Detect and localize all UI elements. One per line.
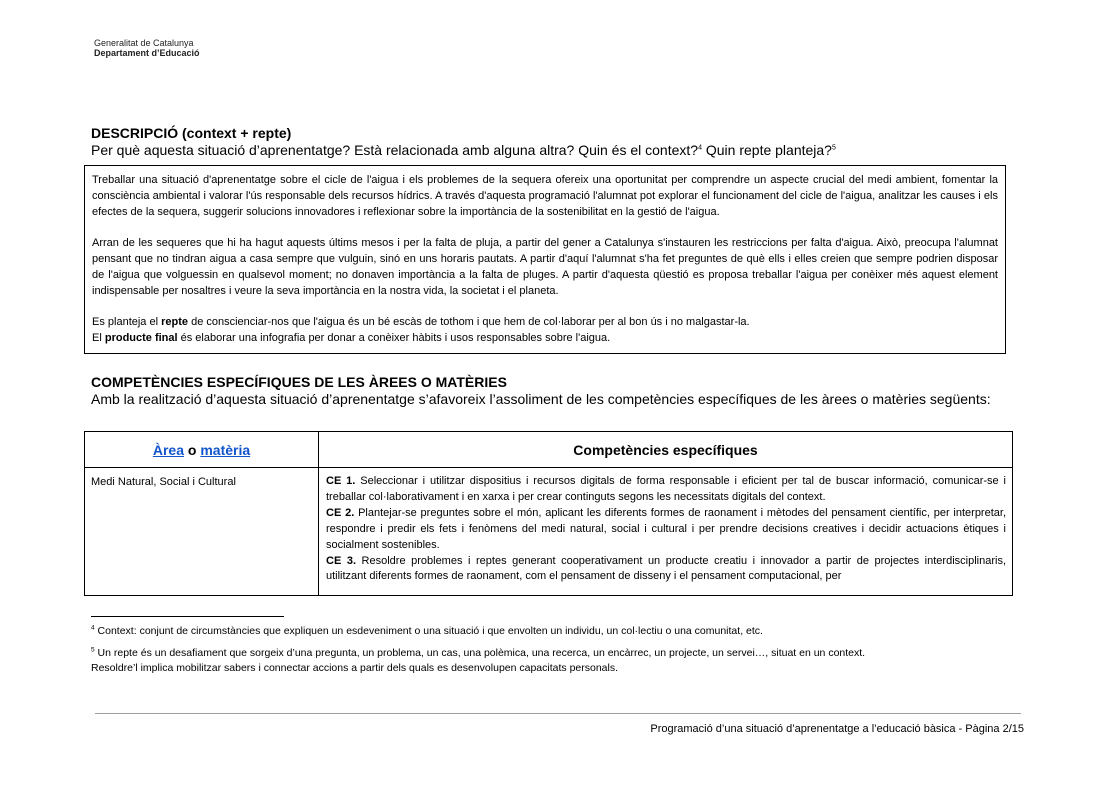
repte-bold: repte xyxy=(161,316,189,329)
footnote-text: Un repte és un desafiament que sorgeix d’una pregunta, un problema, un cas, una polèmica, una recerca, un encàrrec, un projecte, un servei…, situat en un context. xyxy=(94,647,866,659)
header-org: Generalitat de Catalunya xyxy=(94,38,194,48)
ce-label: CE 2. xyxy=(326,506,355,519)
footnote-number: 4 xyxy=(91,624,95,632)
competencies-subtitle: Amb la realització d’aquesta situació d’aprenentatge s’afavoreix l’assoliment de les competències específiques de les àrees o matèries següents: xyxy=(91,391,991,407)
area-or: o xyxy=(183,441,201,458)
descripcio-paragraph-1: Treballar una situació d'aprenentatge sobre el cicle de l'aigua i els problemes de la sequera ofereix una oportunitat per comprendre un aspecte crucial del medi ambient, fomentar la consciència ambiental i valorar l'ús responsable dels recursos hídrics. A través d'aquesta programació l'alumnat pot explorar el funcionament del cicle de l'aigua, analitzar les causes i els efectes de la sequera, suggerir solucions innovadores i reflexionar sobre la importància de la sostenibilitat en la gestió de l'aigua. xyxy=(92,174,998,218)
ce-item-2 xyxy=(326,506,1006,554)
ce-item-1 xyxy=(326,474,1006,506)
ce-label: CE 1. xyxy=(326,475,356,487)
footnote-ref-4[interactable]: 4 xyxy=(698,144,702,152)
repte-pre: Es planteja el xyxy=(92,316,162,329)
ce-label: CE 3. xyxy=(326,554,356,567)
footnote-number: 5 xyxy=(91,646,95,654)
row-ce-list xyxy=(319,468,1013,596)
header-dept: Departament d’Educació xyxy=(94,48,200,58)
header-area xyxy=(85,432,319,468)
descripcio-title: DESCRIPCIÓ (context + repte) xyxy=(91,125,292,141)
footnote-ref-5[interactable]: 5 xyxy=(831,144,836,152)
descripcio-subtitle xyxy=(91,142,991,158)
descripcio-subtitle-b: Quin repte planteja? xyxy=(701,142,832,158)
producte-pre: El xyxy=(92,332,105,345)
table-row xyxy=(85,468,1013,596)
materia-link[interactable]: matèria xyxy=(200,441,251,458)
table-header-row xyxy=(85,432,1013,468)
footnote-5 xyxy=(91,646,991,676)
ce-text: Seleccionar i utilitzar dispositius i recursos digitals de forma responsable i eficient per tal de buscar informació, comunicar-se i treballar col·laborativament i en xarxa i per crear continguts segons les necessitats digitals del context. xyxy=(326,475,1006,503)
footnote-text-2: Resoldre’l implica mobilitzar sabers i connectar accions a partir dels quals es desenvolupen capacitats personals. xyxy=(91,662,619,674)
footer-divider xyxy=(95,713,1021,714)
repte-post: de conscienciar-nos que l'aigua és un bé escàs de tothom i que hem de col·laborar per al bon ús i no malgastar-la. xyxy=(188,316,750,329)
page-footer: Programació d’una situació d’aprenentatge a l’educació bàsica - Pàgina 2/15 xyxy=(650,723,1024,735)
producte-post: és elaborar una infografia per donar a conèixer hàbits i usos responsables sobre l'aigua. xyxy=(177,332,611,345)
ce-text: Resoldre problemes i reptes generant cooperativament un producte creatiu i innovador a partir de projectes interdisciplinaris, utilitzant diferents formes de raonament, com el pensament de disseny i el pensament computacional, per xyxy=(326,554,1006,583)
footnote-divider xyxy=(91,616,284,617)
page-header xyxy=(94,38,200,58)
descripcio-box xyxy=(84,165,1006,354)
ce-item-3 xyxy=(326,554,1006,586)
footnote-4 xyxy=(91,624,991,639)
row-area: Medi Natural, Social i Cultural xyxy=(85,468,319,596)
footnote-text: Context: conjunt de circumstàncies que expliquen un esdeveniment o una situació i que envolten un individu, un col·lectiu o una comunitat, etc. xyxy=(94,625,763,637)
descripcio-subtitle-a: Per què aquesta situació d’aprenentatge? Està relacionada amb alguna altra? Quin és el context? xyxy=(91,142,699,158)
area-link[interactable]: Àrea xyxy=(152,441,184,458)
competencies-title: COMPETÈNCIES ESPECÍFIQUES DE LES ÀREES O MATÈRIES xyxy=(91,374,507,390)
ce-text: Plantejar-se preguntes sobre el món, aplicant les diferents formes de raonament i mètodes del pensament científic, per interpretar, respondre i predir els fets i fenòmens del medi natural, social i cultural i per prendre decisions creatives i decidir actuacions ètiques i socialment sostenibles. xyxy=(326,506,1007,551)
descripcio-paragraph-2: Arran de les sequeres que hi ha hagut aquests últims mesos i per la falta de pluja, a partir del gener a Catalunya s'instauren les restriccions per falta d'aigua. Això, preocupa l'alumnat pensant que no tindran aigua a casa sempre que vulguin, sinó en uns horaris pautats. A partir d'aquí l'alumnat s'ha fet preguntes de què ells i elles creien que sempre podrien disposar de l'aigua que volguessin en qualsevol moment; no donaven importància a la falta de pluges. A partir d'aquesta qüestió es proposa treballar l'aigua per conèixer més aquest element indispensable per nosaltres i veure la seva importància en la nostra vida, la societat i el planeta. xyxy=(92,237,998,297)
competencies-table xyxy=(84,431,1013,596)
producte-bold: producte final xyxy=(104,332,178,345)
descripcio-repte xyxy=(92,315,998,347)
header-ce: Competències específiques xyxy=(319,432,1013,468)
